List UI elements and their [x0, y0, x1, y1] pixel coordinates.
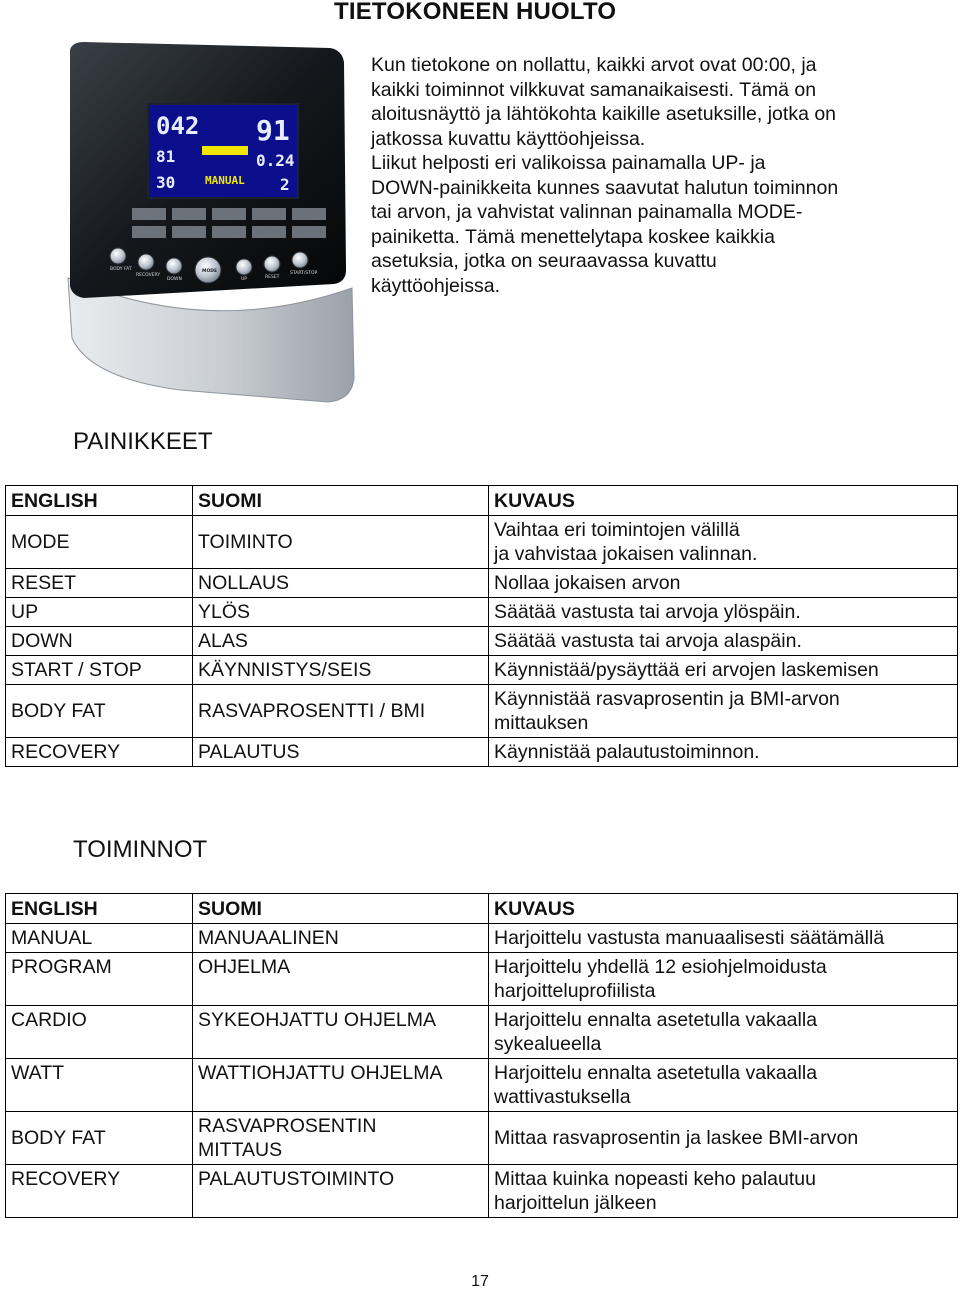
cell-suomi: RASVAPROSENTIN MITTAUS	[193, 1112, 489, 1165]
header-suomi: SUOMI	[193, 894, 489, 924]
body-fat-label: BODY FAT	[110, 267, 132, 272]
table-row	[6, 738, 958, 767]
cell-kuvaus: Käynnistää rasvaprosentin ja BMI-arvon mittauksen	[489, 685, 958, 738]
toiminnot-heading: TOIMINNOT	[73, 836, 208, 863]
body-fat-button	[110, 248, 126, 264]
table-row	[6, 1165, 958, 1218]
table-header-row	[6, 894, 958, 924]
cell-kuvaus: Harjoittelu vastusta manuaalisesti säätämällä	[489, 924, 958, 953]
header-english: ENGLISH	[6, 894, 193, 924]
cell-suomi: TOIMINTO	[193, 516, 489, 569]
cell-suomi: NOLLAUS	[193, 569, 489, 598]
lcd-left-bottom: 30	[156, 173, 176, 192]
cell-kuvaus: Harjoittelu ennalta asetetulla vakaalla sykealueella	[489, 1006, 958, 1059]
cell-english: RESET	[6, 569, 193, 598]
cell-suomi: ALAS	[193, 627, 489, 656]
start-stop-label: START/STOP	[290, 271, 318, 276]
mode-label: MODE	[202, 269, 218, 274]
cell-english: START / STOP	[6, 656, 193, 685]
header-english: ENGLISH	[6, 486, 193, 516]
intro-paragraph	[371, 53, 951, 298]
cell-suomi: PALAUTUS	[193, 738, 489, 767]
cell-kuvaus: Käynnistää/pysäyttää eri arvojen laskemisen	[489, 656, 958, 685]
up-label: UP	[241, 277, 248, 282]
cell-kuvaus: Mittaa rasvaprosentin ja laskee BMI-arvon	[489, 1112, 958, 1165]
reset-button	[264, 256, 280, 272]
table-row	[6, 656, 958, 685]
cell-kuvaus: Säätää vastusta tai arvoja ylöspäin.	[489, 598, 958, 627]
functions-table	[5, 893, 958, 1218]
lcd-program: MANUAL	[205, 174, 245, 187]
cell-english: DOWN	[6, 627, 193, 656]
header-suomi: SUOMI	[193, 486, 489, 516]
cell-english: RECOVERY	[6, 738, 193, 767]
intro-line: painiketta. Tämä menettelytapa koskee kaikkia	[371, 225, 775, 248]
cell-english: WATT	[6, 1059, 193, 1112]
cell-kuvaus: Vaihtaa eri toimintojen välillä ja vahvistaa jokaisen valinnan.	[489, 516, 958, 569]
lcd-right-top: 91	[256, 114, 290, 147]
table-row	[6, 569, 958, 598]
table-row	[6, 953, 958, 1006]
lcd-right-bottom: 2	[280, 175, 290, 194]
painikkeet-heading: PAINIKKEET	[73, 428, 213, 455]
page-number: 17	[471, 1273, 489, 1290]
table-row	[6, 627, 958, 656]
cell-english: RECOVERY	[6, 1165, 193, 1218]
table-row	[6, 1006, 958, 1059]
cell-english: UP	[6, 598, 193, 627]
table-row	[6, 1112, 958, 1165]
cell-kuvaus: Säätää vastusta tai arvoja alaspäin.	[489, 627, 958, 656]
intro-line: Kun tietokone on nollattu, kaikki arvot ovat 00:00, ja	[371, 54, 817, 76]
cell-suomi: OHJELMA	[193, 953, 489, 1006]
console-image	[60, 38, 356, 404]
intro-line: asetuksia, jotka on seuraavassa kuvattu	[371, 250, 717, 272]
cell-kuvaus: Mittaa kuinka nopeasti keho palautuu harjoittelun jälkeen	[489, 1165, 958, 1218]
cell-suomi: YLÖS	[193, 598, 489, 627]
header-kuvaus: KUVAUS	[489, 894, 958, 924]
cell-english: BODY FAT	[6, 685, 193, 738]
table-row	[6, 685, 958, 738]
cell-suomi: PALAUTUSTOIMINTO	[193, 1165, 489, 1218]
start-stop-button	[292, 252, 308, 268]
cell-english: CARDIO	[6, 1006, 193, 1059]
intro-line: aloitusnäyttö ja lähtökohta kaikille asetuksille, jotka on	[371, 103, 837, 125]
recovery-label: RECOVERY	[136, 273, 161, 278]
cell-kuvaus: Harjoittelu yhdellä 12 esiohjelmoidusta harjoitteluprofiilista	[489, 953, 958, 1006]
cell-suomi: MANUAALINEN	[193, 924, 489, 953]
cell-suomi: KÄYNNISTYS/SEIS	[193, 656, 489, 685]
lcd-right-mid: 0.24	[256, 151, 295, 170]
intro-line: Liikut helposti eri valikoissa painamalla UP- ja	[371, 152, 766, 174]
cell-suomi: WATTIOHJATTU OHJELMA	[193, 1059, 489, 1112]
cell-kuvaus: Nollaa jokaisen arvon	[489, 569, 958, 598]
page-title: TIETOKONEEN HUOLTO	[334, 0, 617, 25]
intro-line: jatkossa kuvattu käyttöohjeissa.	[371, 127, 646, 150]
lcd-left-top: 042	[156, 112, 200, 140]
cell-kuvaus: Harjoittelu ennalta asetetulla vakaalla wattivastuksella	[489, 1059, 958, 1112]
buttons-table	[5, 485, 958, 767]
lcd-left-mid: 81	[156, 147, 176, 166]
intro-line: käyttöohjeissa.	[371, 274, 500, 297]
header-kuvaus: KUVAUS	[489, 486, 958, 516]
cell-suomi: SYKEOHJATTU OHJELMA	[193, 1006, 489, 1059]
down-button	[166, 258, 182, 274]
recovery-button	[138, 254, 154, 270]
table-row	[6, 1059, 958, 1112]
up-button	[236, 259, 252, 275]
intro-line: DOWN-painikkeita kunnes saavutat halutun toiminnon	[371, 176, 839, 199]
intro-line: kaikki toiminnot vilkkuvat samanaikaisesti. Tämä on	[371, 78, 817, 101]
table-row	[6, 924, 958, 953]
cell-english: PROGRAM	[6, 953, 193, 1006]
intro-line: tai arvon, ja vahvistat valinnan painamalla MODE-	[371, 201, 803, 223]
cell-english: MODE	[6, 516, 193, 569]
cell-english: MANUAL	[6, 924, 193, 953]
down-label: DOWN	[167, 277, 182, 282]
cell-suomi: RASVAPROSENTTI / BMI	[193, 685, 489, 738]
table-row	[6, 598, 958, 627]
cell-english: BODY FAT	[6, 1112, 193, 1165]
table-header-row	[6, 486, 958, 516]
table-row	[6, 516, 958, 569]
reset-label: RESET	[265, 275, 280, 280]
cell-kuvaus: Käynnistää palautustoiminnon.	[489, 738, 958, 767]
